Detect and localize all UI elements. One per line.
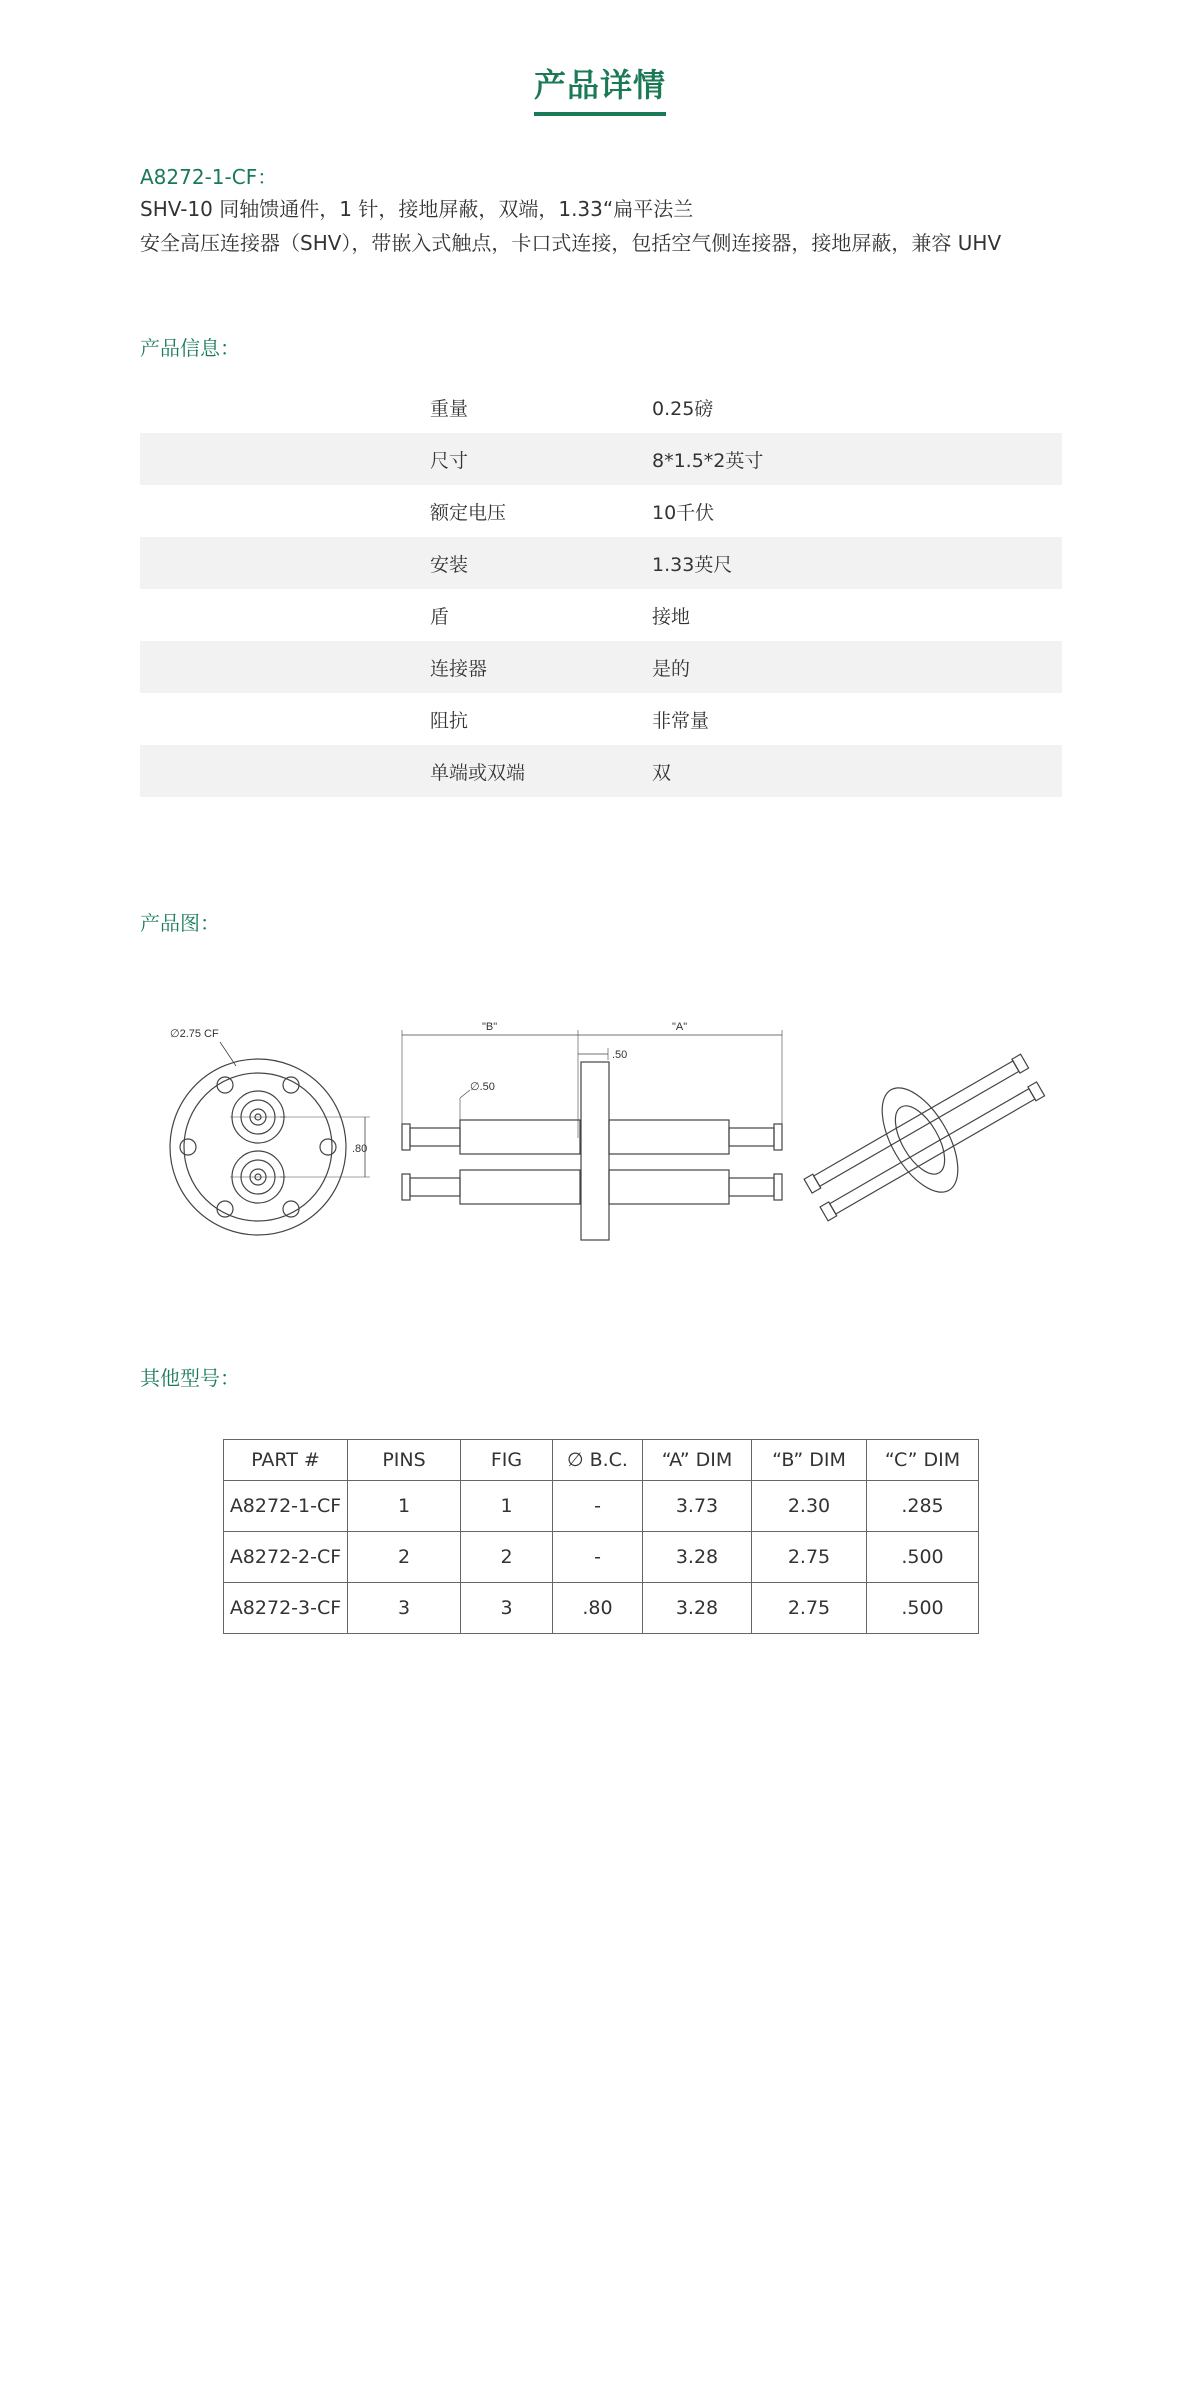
info-value: 0.25磅 (652, 397, 714, 420)
info-row-connector (140, 641, 1062, 693)
info-row-size (140, 433, 1062, 485)
cell: A8272-2-CF (224, 1532, 348, 1583)
info-key: 连接器 (430, 657, 488, 680)
model-number: A8272-1-CF： (140, 165, 278, 189)
page-title-wrap (0, 60, 1200, 116)
col-b-dim: “B” DIM (752, 1440, 867, 1481)
cell: .500 (867, 1532, 979, 1583)
product-info-label: 产品信息： (140, 336, 240, 360)
dim-a: "A" (672, 1021, 688, 1033)
dim-b: "B" (482, 1021, 498, 1033)
cell: A8272-1-CF (224, 1481, 348, 1532)
info-row-ends (140, 745, 1062, 797)
col-c-dim: “C” DIM (867, 1440, 979, 1481)
page-title: 产品详情 (534, 60, 666, 116)
cell: A8272-3-CF (224, 1583, 348, 1634)
cell: 1 (348, 1481, 461, 1532)
table-header-row (224, 1440, 979, 1481)
info-key: 重量 (430, 397, 469, 420)
cell: 3.73 (643, 1481, 752, 1532)
col-pins: PINS (348, 1440, 461, 1481)
cell: 3.28 (643, 1532, 752, 1583)
cell: .80 (553, 1583, 643, 1634)
info-value: 接地 (652, 605, 691, 628)
cell: .285 (867, 1481, 979, 1532)
cell: 3 (461, 1583, 553, 1634)
info-value: 是的 (652, 657, 691, 680)
description-line-2: 安全高压连接器（SHV），带嵌入式触点，卡口式连接，包括空气侧连接器，接地屏蔽，兼容 UHV (140, 231, 1002, 255)
cell: 2.75 (752, 1583, 867, 1634)
cell: 2.75 (752, 1532, 867, 1583)
flange-side (581, 1062, 609, 1240)
table-row (224, 1532, 979, 1583)
table-row (224, 1481, 979, 1532)
intro-section (140, 162, 1070, 260)
product-drawing (140, 990, 1062, 1260)
cell: 2.30 (752, 1481, 867, 1532)
info-value: 非常量 (652, 709, 710, 732)
isometric-view (787, 1025, 1062, 1250)
dim-gap: .50 (612, 1049, 628, 1061)
cell: 1 (461, 1481, 553, 1532)
technical-drawing (140, 990, 1062, 1260)
table-row (224, 1583, 979, 1634)
info-row-mount (140, 537, 1062, 589)
info-row-shield (140, 589, 1062, 641)
info-value: 1.33英尺 (652, 553, 733, 576)
product-info-table (140, 381, 1062, 797)
info-key: 阻抗 (430, 709, 469, 732)
col-fig: FIG (461, 1440, 553, 1481)
flange-inner (184, 1073, 332, 1221)
cell: .500 (867, 1583, 979, 1634)
product-figure-label: 产品图： (140, 911, 220, 935)
col-bc: ∅ B.C. (553, 1440, 643, 1481)
dim-pin: ∅.50 (470, 1081, 495, 1093)
other-models-label: 其他型号： (140, 1366, 240, 1390)
dim-flange: ∅2.75 CF (170, 1028, 219, 1040)
info-value: 8*1.5*2英寸 (652, 449, 764, 472)
info-key: 额定电压 (430, 501, 507, 524)
info-key: 安装 (430, 553, 469, 576)
description-line-1: SHV-10 同轴馈通件，1 针，接地屏蔽，双端，1.33“扁平法兰 (140, 197, 694, 221)
dim-spacing: .80 (352, 1143, 368, 1155)
cell: - (553, 1532, 643, 1583)
col-part: PART # (224, 1440, 348, 1481)
cell: 3.28 (643, 1583, 752, 1634)
info-row-weight (140, 381, 1062, 433)
other-models-table (223, 1439, 979, 1634)
cell: 2 (461, 1532, 553, 1583)
info-key: 盾 (430, 605, 450, 628)
info-key: 尺寸 (430, 449, 469, 472)
info-row-impedance (140, 693, 1062, 745)
cell: 3 (348, 1583, 461, 1634)
cell: 2 (348, 1532, 461, 1583)
col-a-dim: “A” DIM (643, 1440, 752, 1481)
info-value: 10千伏 (652, 501, 715, 524)
info-value: 双 (652, 761, 672, 784)
info-key: 单端或双端 (430, 761, 526, 784)
cell: - (553, 1481, 643, 1532)
info-row-voltage (140, 485, 1062, 537)
